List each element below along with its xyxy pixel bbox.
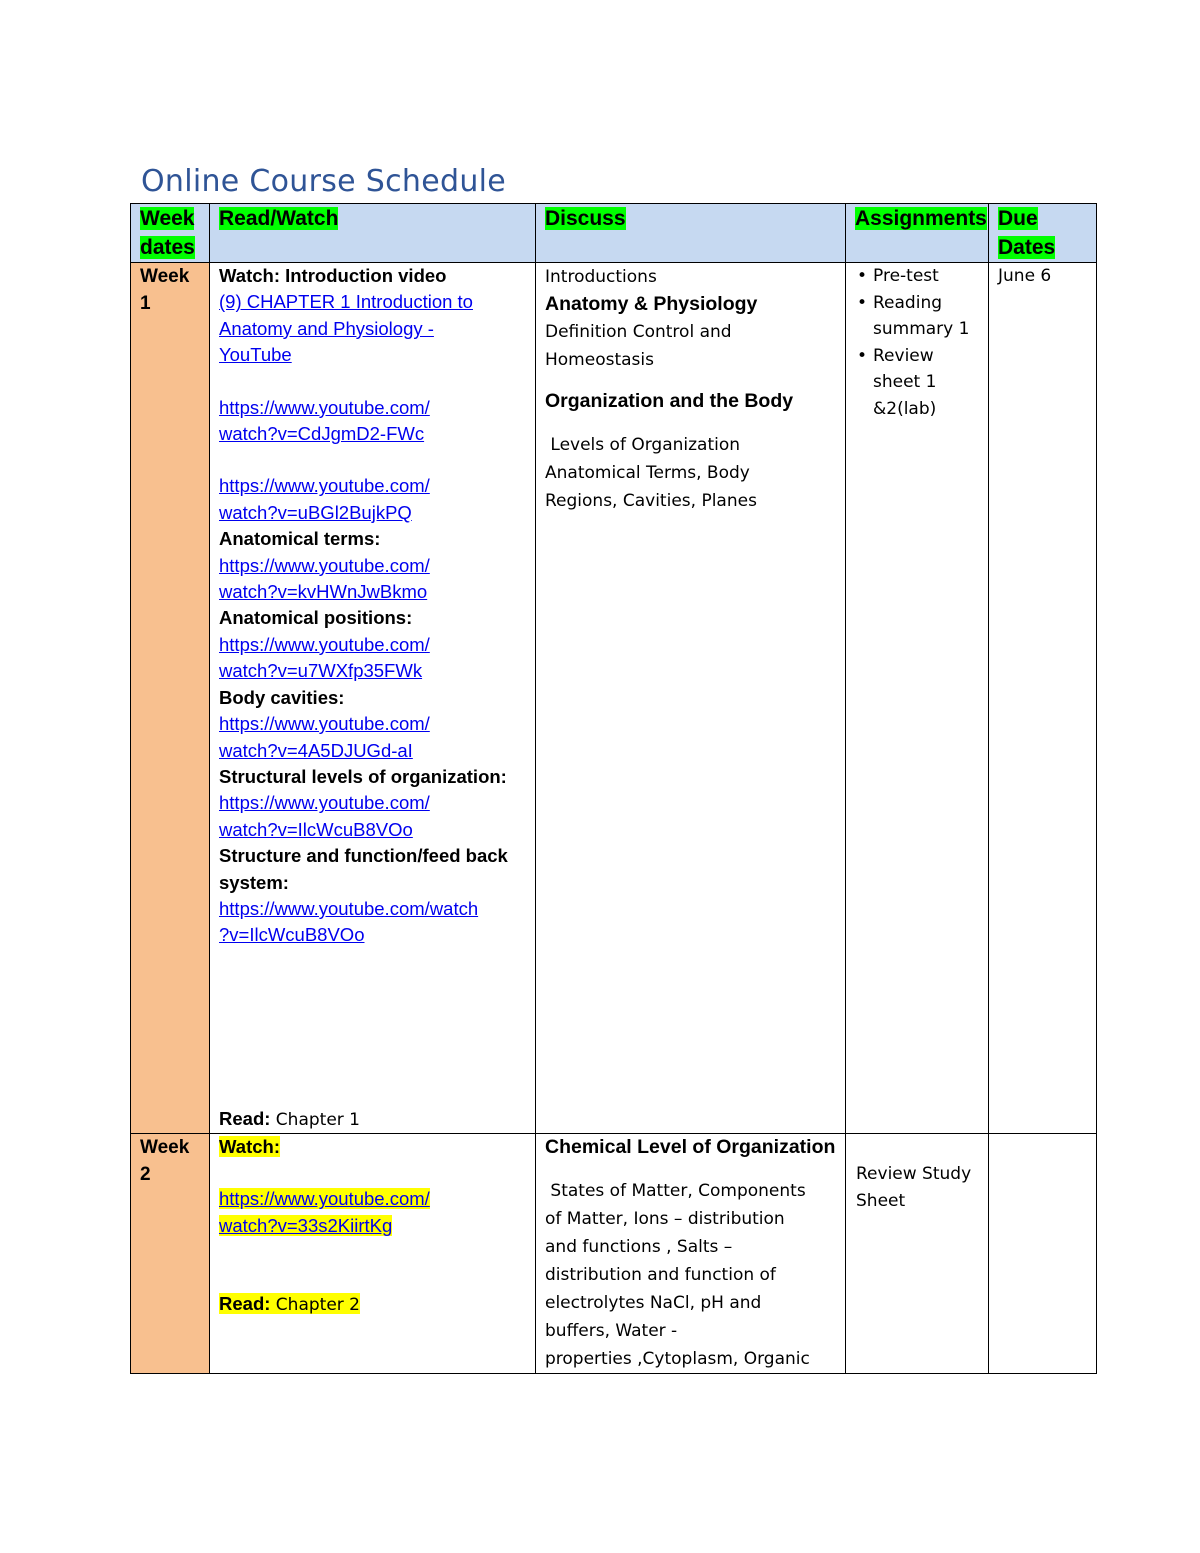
week-2-read-value: Chapter 2 [270, 1295, 360, 1316]
page-title: Online Course Schedule [141, 164, 507, 199]
week-2-link-line1: https://www.youtube.com/ [219, 1188, 430, 1210]
read-value: Chapter 1 [270, 1110, 360, 1130]
link-4-line1: https://www.youtube.com/ [219, 633, 430, 655]
week-1-read-watch [210, 263, 536, 1134]
header-assign-label: Assignments [855, 207, 987, 230]
link-3-line2: watch?v=kvHWnJwBkmo [219, 581, 428, 603]
list-item [873, 343, 988, 423]
week-1-number: 1 [140, 293, 151, 314]
discuss-levels-line1: Levels of Organization [545, 435, 741, 455]
discuss-w2-line4: distribution and function of [545, 1265, 776, 1285]
youtube-link-4[interactable] [219, 632, 535, 685]
assignment-list [855, 263, 988, 422]
assignment-review-line2: sheet 1 [873, 372, 937, 392]
header-due-line1: Due [998, 207, 1038, 230]
discuss-chemical-level: Chemical Level of Organization [545, 1136, 836, 1158]
discuss-definition-line1: Definition Control and [545, 322, 732, 342]
week-2-cell [131, 1134, 210, 1374]
week-2-assignment-line2: Sheet [856, 1190, 906, 1211]
header-week-line2: dates [140, 236, 195, 259]
discuss-w2-line7: properties ,Cytoplasm, Organic [545, 1349, 810, 1369]
discuss-levels-line2: Anatomical Terms, Body [545, 463, 750, 483]
header-read-watch [210, 204, 536, 263]
link-2-line2: watch?v=uBGl2BujkPQ [219, 501, 412, 523]
link-5-line1: https://www.youtube.com/ [219, 713, 430, 735]
week-1-label: Week [140, 266, 190, 287]
assignment-reading-line1: • Reading [873, 292, 943, 313]
week-2-number: 2 [140, 1164, 151, 1185]
structure-function-label-line2: system: [219, 871, 289, 893]
week-2-watch-label: Watch: [219, 1136, 280, 1157]
link-7-line1: https://www.youtube.com/watch [219, 897, 479, 919]
youtube-link-7[interactable] [219, 896, 535, 949]
youtube-link-1[interactable] [219, 395, 535, 448]
week-2-read-label: Read: [219, 1293, 271, 1315]
week-2-label: Week [140, 1137, 190, 1158]
anatomical-terms-label: Anatomical terms: [219, 528, 381, 550]
week-2-discuss [536, 1134, 846, 1374]
header-due-line2: Dates [998, 236, 1056, 259]
header-row [131, 204, 1097, 263]
table-row-week-1 [131, 263, 1097, 1134]
youtube-link-2[interactable] [219, 473, 535, 526]
header-week-dates [131, 204, 210, 263]
discuss-w2-line2: of Matter, Ions – distribution [545, 1209, 785, 1229]
discuss-levels-line3: Regions, Cavities, Planes [545, 491, 757, 511]
header-discuss [536, 204, 846, 263]
link-6-line1: https://www.youtube.com/ [219, 792, 430, 814]
intro-link-line2: Anatomy and Physiology - [219, 317, 434, 339]
week-1-due [989, 263, 1097, 1134]
intro-link-line1: (9) CHAPTER 1 Introduction to [219, 291, 473, 313]
header-read-label: Read/Watch [219, 207, 339, 230]
structure-function-label-line1: Structure and function/feed back [219, 845, 508, 867]
week-2-assignments [846, 1134, 989, 1374]
youtube-link-week-2[interactable] [219, 1186, 535, 1239]
header-assignments [846, 204, 989, 263]
read-label: Read: [219, 1108, 271, 1129]
structural-levels-label: Structural levels of organization: [219, 765, 507, 787]
schedule-table [130, 203, 1097, 1374]
table-row-week-2 [131, 1134, 1097, 1374]
list-item [873, 263, 988, 290]
watch-intro-label: Watch: Introduction video [219, 265, 447, 286]
assignment-reading-line2: summary 1 [873, 319, 970, 339]
week-1-discuss [536, 263, 846, 1134]
week-2-assignment-line1: Review Study [856, 1164, 972, 1184]
link-5-line2: watch?v=4A5DJUGd-aI [219, 739, 413, 761]
header-discuss-label: Discuss [545, 207, 626, 230]
discuss-organization-body: Organization and the Body [545, 390, 794, 412]
week-1-cell [131, 263, 210, 1134]
link-3-line1: https://www.youtube.com/ [219, 554, 430, 576]
link-7-line2: ?v=IlcWcuB8VOo [219, 924, 365, 946]
link-2-line1: https://www.youtube.com/ [219, 475, 430, 497]
week-2-read-watch [210, 1134, 536, 1374]
discuss-w2-line3: and functions , Salts – [545, 1237, 733, 1257]
discuss-w2-line6: buffers, Water - [545, 1321, 678, 1341]
link-4-line2: watch?v=u7WXfp35FWk [219, 660, 423, 682]
link-1-line2: watch?v=CdJgmD2-FWc [219, 423, 425, 445]
header-week-line1: Week [140, 207, 195, 230]
assignment-review-line3: &2(lab) [873, 398, 937, 419]
week-2-link-line2: watch?v=33s2KiirtKg [219, 1214, 393, 1236]
intro-video-link[interactable] [219, 289, 535, 368]
discuss-w2-line1: States of Matter, Components [545, 1181, 806, 1201]
header-due-dates [989, 204, 1097, 263]
youtube-link-6[interactable] [219, 790, 535, 843]
body-cavities-label: Body cavities: [219, 686, 345, 708]
anatomical-positions-label: Anatomical positions: [219, 607, 413, 629]
discuss-w2-line5: electrolytes NaCl, pH and [545, 1293, 762, 1313]
discuss-anatomy-physiology: Anatomy & Physiology [545, 293, 758, 315]
discuss-introductions: Introductions [545, 267, 657, 287]
link-6-line2: watch?v=IlcWcuB8VOo [219, 818, 413, 840]
assignment-pretest: • Pre-test [873, 266, 939, 286]
read-chapter-2 [219, 1293, 360, 1314]
due-date-week-1: June 6 [998, 266, 1052, 286]
week-2-due [989, 1134, 1097, 1374]
youtube-link-5[interactable] [219, 711, 535, 764]
youtube-link-3[interactable] [219, 553, 535, 606]
discuss-definition-line2: Homeostasis [545, 350, 654, 370]
intro-link-line3: YouTube [219, 344, 292, 366]
link-1-line1: https://www.youtube.com/ [219, 396, 430, 418]
week-1-assignments [846, 263, 989, 1134]
list-item [873, 290, 988, 343]
read-chapter-1 [219, 1106, 360, 1133]
assignment-review-line1: • Review [873, 345, 934, 366]
